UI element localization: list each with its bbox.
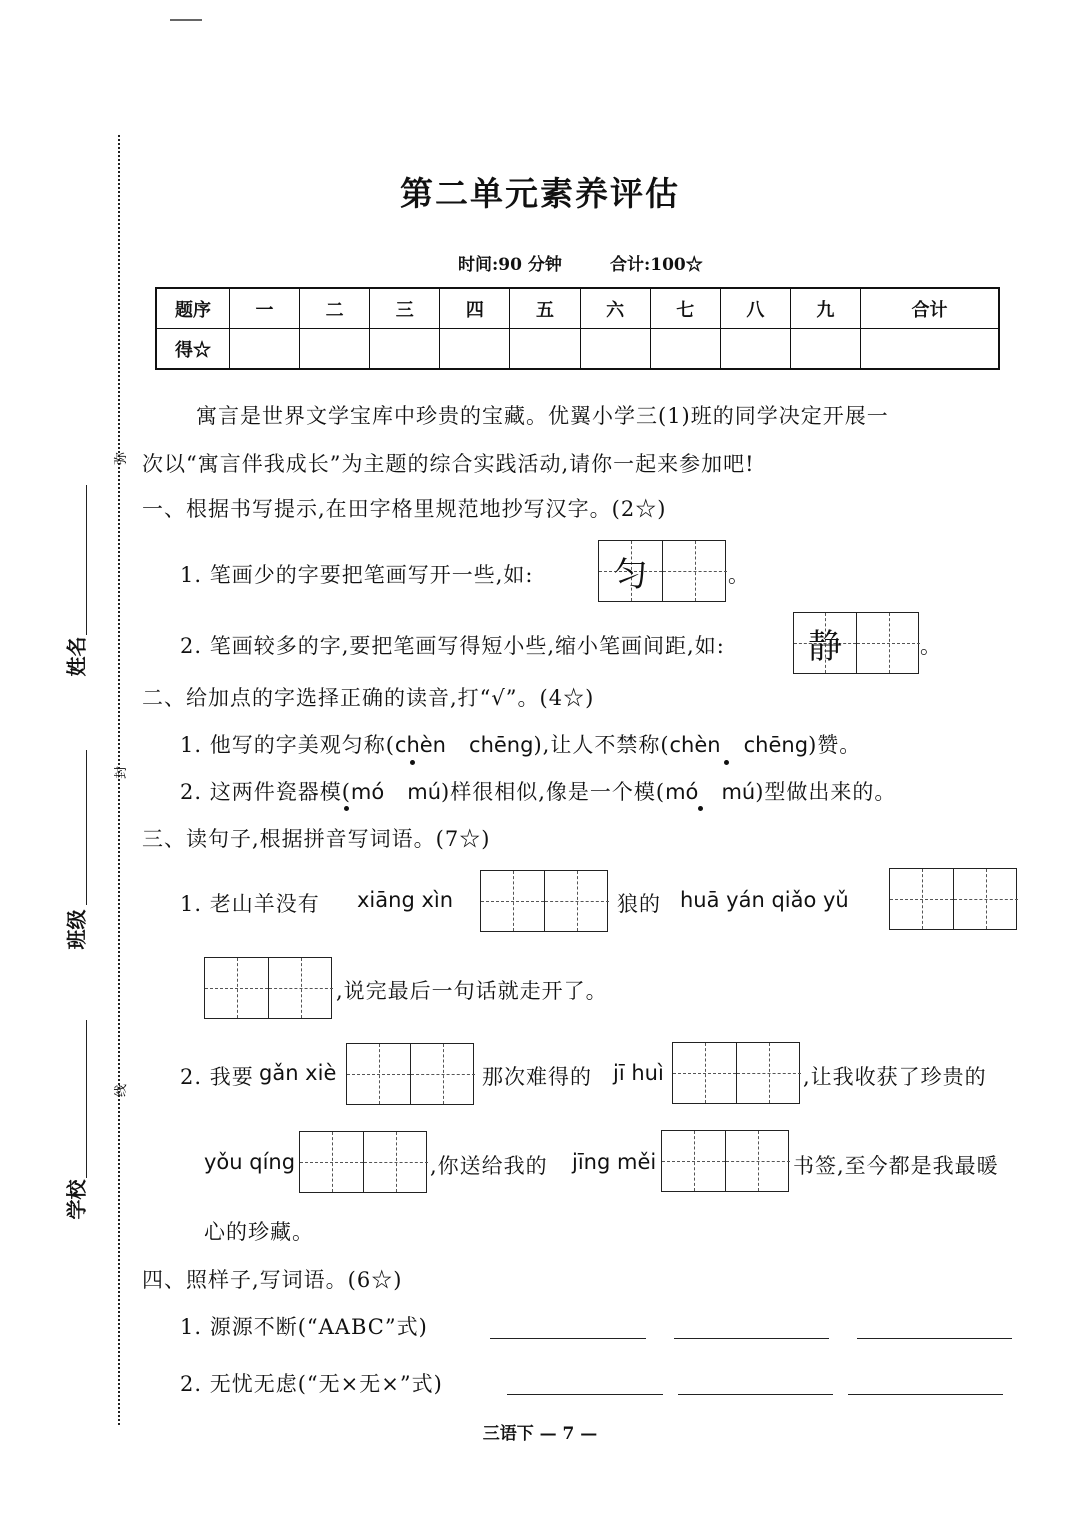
s3-q1-part: 狼的 <box>617 892 661 916</box>
tianzige-cell[interactable] <box>662 1131 726 1191</box>
tianzige-cell[interactable] <box>726 1131 790 1191</box>
emphasis-dot <box>410 760 415 765</box>
score-cell[interactable] <box>790 329 860 370</box>
score-header-cell: 六 <box>580 288 650 329</box>
emphasis-dot <box>698 806 703 811</box>
score-header-cell: 九 <box>790 288 860 329</box>
answer-tianzige <box>889 868 1017 930</box>
answer-blank-line[interactable] <box>857 1338 1012 1339</box>
tianzige-cell[interactable] <box>347 1044 411 1104</box>
tianzige-cell[interactable] <box>205 958 269 1018</box>
s3-q2-part: 书签,至今都是我最暖 <box>793 1154 999 1178</box>
s3-q2-pinyin: jīng měi <box>572 1150 657 1174</box>
pinyin-option[interactable]: chēng <box>469 733 534 757</box>
s3-q1-pinyin: huā yán qiǎo yǔ <box>680 888 849 912</box>
score-cell[interactable] <box>580 329 650 370</box>
tianzige-cell <box>794 613 857 673</box>
answer-tianzige <box>204 957 332 1019</box>
intro-line-1: 寓言是世界文学宝库中珍贵的宝藏。优翼小学三(1)班的同学决定开展一 <box>196 404 889 428</box>
s3-q1-part: 1. 老山羊没有 <box>180 892 320 916</box>
emphasis-dot <box>724 760 729 765</box>
score-header-cell: 三 <box>370 288 440 329</box>
s4-q1-text: 1. 源源不断(“AABC”式) <box>180 1315 428 1339</box>
tianzige-cell[interactable] <box>300 1132 364 1192</box>
class-label: 班级 <box>64 909 89 950</box>
tianzige-cell[interactable] <box>545 871 609 931</box>
s3-q2-pinyin: yǒu qíng <box>204 1150 296 1174</box>
s2-q2 <box>180 776 896 806</box>
s1-q2-text: 2. 笔画较多的字,要把笔画写得短小些,缩小笔画间距,如: <box>180 634 725 658</box>
pinyin-option[interactable]: chèn <box>669 733 721 757</box>
score-header-cell: 七 <box>650 288 720 329</box>
emphasis-dot <box>344 806 349 811</box>
score-cell[interactable] <box>230 329 300 370</box>
score-header-cell: 四 <box>440 288 510 329</box>
answer-blank-line[interactable] <box>674 1338 829 1339</box>
total-info: 合计:100☆ <box>610 255 703 275</box>
score-cell[interactable] <box>720 329 790 370</box>
score-cell[interactable] <box>650 329 720 370</box>
s3-q2-pinyin: jī huì <box>613 1061 664 1085</box>
answer-blank-line[interactable] <box>507 1394 663 1395</box>
s3-q1-part: ,说完最后一句话就走开了。 <box>336 979 608 1003</box>
tianzige-cell[interactable] <box>954 869 1018 929</box>
school-blank-line <box>86 1020 87 1178</box>
s3-q1-pinyin: xiāng xìn <box>357 888 454 912</box>
scan-mark <box>170 19 202 21</box>
s2-q1-part: 1. 他写的字美观匀称( <box>180 733 395 757</box>
s1-q1-tianzige <box>598 540 726 602</box>
s3-q2-part: ,让我收获了珍贵的 <box>803 1065 987 1089</box>
s1-q2-end: 。 <box>920 634 942 658</box>
score-value-row <box>156 329 999 370</box>
section3-heading: 三、读句子,根据拼音写词语。(7☆) <box>142 827 491 851</box>
seal-char-xian: 线 <box>114 1083 130 1098</box>
score-cell[interactable] <box>440 329 510 370</box>
tianzige-cell <box>599 541 663 601</box>
name-label: 姓名 <box>64 636 89 677</box>
score-cell[interactable] <box>860 329 999 370</box>
name-blank-line <box>86 485 87 635</box>
pinyin-option[interactable]: chèn <box>394 733 446 757</box>
score-header-cell: 合计 <box>860 288 999 329</box>
answer-tianzige <box>661 1130 789 1192</box>
seal-char-mi: 弥 <box>114 451 130 466</box>
score-cell[interactable] <box>370 329 440 370</box>
answer-blank-line[interactable] <box>490 1338 646 1339</box>
time-info: 时间:90 分钟 <box>458 255 562 275</box>
pinyin-option[interactable]: mó <box>350 780 385 804</box>
tianzige-cell[interactable] <box>364 1132 428 1192</box>
tianzige-cell[interactable] <box>411 1044 475 1104</box>
tianzige-cell[interactable] <box>481 871 545 931</box>
s3-q2-part: 2. 我要 <box>180 1065 254 1089</box>
page-title: 第二单元素养评估 <box>400 174 680 213</box>
s1-q1-text: 1. 笔画少的字要把笔画写开一些,如: <box>180 563 534 587</box>
s2-q1 <box>180 729 861 759</box>
answer-blank-line[interactable] <box>678 1394 833 1395</box>
section4-heading: 四、照样子,写词语。(6☆) <box>142 1268 403 1292</box>
seal-char-feng: 封 <box>114 765 130 780</box>
tianzige-cell[interactable] <box>737 1043 801 1103</box>
school-label: 学校 <box>64 1179 89 1220</box>
score-row-label: 得☆ <box>156 329 230 370</box>
answer-blank-line[interactable] <box>848 1394 1003 1395</box>
score-header-cell: 八 <box>720 288 790 329</box>
score-cell[interactable] <box>510 329 580 370</box>
answer-tianzige <box>346 1043 474 1105</box>
answer-tianzige <box>299 1131 427 1193</box>
sample-char: 静 <box>808 626 842 667</box>
s2-q2-part: 2. 这两件瓷器模( <box>180 780 351 804</box>
s2-q2-part: )样很相似,像是一个模( <box>441 780 666 804</box>
pinyin-option[interactable]: mó <box>665 780 699 804</box>
intro-line-2: 次以“寓言伴我成长”为主题的综合实践活动,请你一起来参加吧! <box>142 452 755 476</box>
pinyin-option[interactable]: mú <box>721 780 756 804</box>
s1-q1-end: 。 <box>728 563 750 587</box>
s3-q2-part: 那次难得的 <box>482 1065 592 1089</box>
s3-q2-part: ,你送给我的 <box>430 1154 548 1178</box>
score-header-cell: 题序 <box>156 288 230 329</box>
section2-heading: 二、给加点的字选择正确的读音,打“√”。(4☆) <box>142 686 595 710</box>
score-table <box>155 287 1000 370</box>
score-cell[interactable] <box>300 329 370 370</box>
tianzige-cell[interactable] <box>857 613 920 673</box>
score-header-cell: 五 <box>510 288 580 329</box>
s3-q2-pinyin: gǎn xiè <box>259 1061 337 1085</box>
s2-q2-part: )型做出来的。 <box>755 780 897 804</box>
score-header-cell: 一 <box>230 288 300 329</box>
section1-heading: 一、根据书写提示,在田字格里规范地抄写汉字。(2☆) <box>142 497 667 521</box>
tianzige-cell[interactable] <box>269 958 333 1018</box>
answer-tianzige <box>672 1042 800 1104</box>
score-header-row <box>156 288 999 329</box>
page-footer: 三语下 — 7 — <box>482 1424 598 1444</box>
s2-q1-part: )赞。 <box>808 733 862 757</box>
s1-q2-tianzige <box>793 612 919 674</box>
tianzige-cell[interactable] <box>663 541 727 601</box>
class-blank-line <box>86 750 87 905</box>
s3-q2-part: 心的珍藏。 <box>204 1220 314 1244</box>
sample-char: 匀 <box>613 554 648 595</box>
pinyin-option[interactable]: chēng <box>743 733 809 757</box>
binding-dotted-line <box>118 135 120 1425</box>
pinyin-option[interactable]: mú <box>407 780 442 804</box>
score-header-cell: 二 <box>300 288 370 329</box>
tianzige-cell[interactable] <box>673 1043 737 1103</box>
answer-tianzige <box>480 870 608 932</box>
s2-q1-part: ),让人不禁称( <box>533 733 670 757</box>
tianzige-cell[interactable] <box>890 869 954 929</box>
s4-q2-text: 2. 无忧无虑(“无×无×”式) <box>180 1372 443 1396</box>
